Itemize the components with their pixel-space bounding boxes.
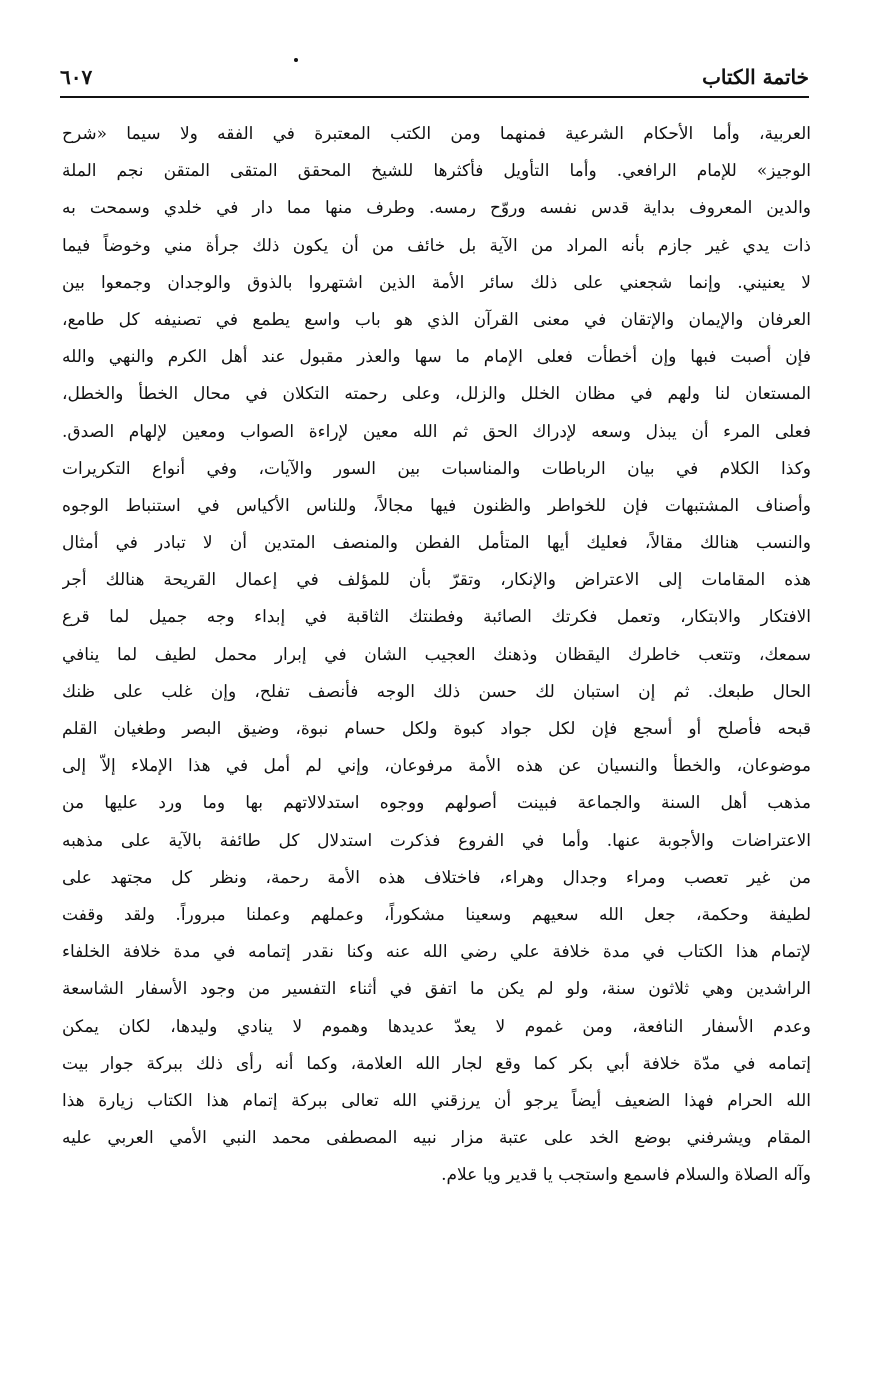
text-line: لطيفة وحكمة، جعل الله سعيهم وسعينا مشكوراً، وعملهم وعملنا مبروراً. ولقد وقفت [62, 904, 811, 925]
text-line: العربية، وأما الأحكام الشرعية فمنهما ومن الكتب المعتبرة في الفقه ولا سيما «شرح [62, 124, 811, 144]
text-line: المقام ويشرفني بوضع الخد على عتبة مزار نبيه المصطفى محمد النبي الأمي العربي عليه [62, 1128, 811, 1149]
text-line: العرفان والإيمان والإتقان في معنى القرآن الذي هو باب واسع يطمع في تصنيفه كل طامع، [62, 309, 811, 330]
text-line: لا يعنيني. وإنما شجعني على ذلك سائر الأمة الذين اشتهروا بالذوق والوجدان وجمعوا بين [62, 272, 811, 293]
text-line: الافتكار والابتكار، وتعمل فكرتك الصائبة وفطنتك الثاقبة في إبداء وجه جميل لما قرع [62, 607, 811, 628]
text-line: سمعك، وتتعب خاطرك اليقظان وذهنك العجيب الشان في إبرار محمل لطيف لما ينافي [62, 644, 811, 665]
text-line: فعلى المرء أن يبذل وسعه لإدراك الحق ثم الله معين لإراءة الصواب ومعين لإلهام الصدق. [62, 421, 811, 442]
text-line: الوجيز» للإمام الرافعي. وأما التأويل فأكثرها للشيخ المحقق المتقى المتقن نجم الملة [62, 161, 811, 182]
text-line: وآله الصلاة والسلام فاسمع واستجب يا قدير ويا علام. [441, 1165, 811, 1186]
text-line: الاعتراضات والأجوبة عنها. وأما في الفروع فذكرت استدلال كل طائفة بالآية على مذهبه [62, 830, 811, 851]
text-line: المستعان لنا ولهم في مظان الخلل والزلل، وعلى رحمته التكلان في محال الخطأ والخطل، [62, 384, 811, 405]
text-line: ذات يدي غير جازم بأنه المراد من الآية بل خائف من أن يكون ذلك جرأة مني وخوضاً فيما [62, 235, 811, 256]
text-line: هذه المقامات إلى الاعتراض والإنكار، وتقرّ بأن للمؤلف في إعمال القريحة هنالك أجر [62, 570, 811, 591]
text-line: والدين المعروف بداية قدس نفسه وروّح رمسه. وطرف منها مما دار في خلدي وسمحت به [62, 198, 811, 219]
text-line: الراشدين وهي ثلاثون سنة، ولو لم يكن ما اتفق في أثناء التفسير من وجود الأسفار الشاسعة [62, 979, 811, 1000]
page-header [60, 60, 809, 98]
running-title: خاتمة الكتاب [702, 65, 809, 89]
text-line: قبحه فأصلح أو أسجع فإن لكل جواد كبوة ولكل حسام نبوة، وضيق البصر وطغيان القلم [62, 719, 811, 739]
text-line: وعدم الأسفار النافعة، ومن غموم لا يعدّ عديدها وهموم لا ينادي وليدها، لكان يمكن [62, 1016, 811, 1037]
text-line: من غير تعصب ومراء وجدال وهراء، فاختلاف هذه الأمة رحمة، ونظر كل مجتهد على [62, 867, 811, 888]
text-line: الحال طبعك. ثم إن استبان لك حسن ذلك الوجه فأنصف تفلح، وإن غلب على ظنك [62, 681, 811, 702]
body-text [62, 116, 811, 1194]
text-line: موضوعان، والخطأ والنسيان عن هذه الأمة مرفوعان، وإني لم أمل في هذا الإملاء إلاّ إلى [62, 756, 811, 777]
text-line: وكذا الكلام في بيان الرباطات والمناسبات بين السور والآيات، وفي أنواع التكريرات [62, 458, 811, 479]
text-line: فإن أصبت فبها وإن أخطأت فعلى الإمام ما سها والعذر مقبول عند أهل الكرم والنهي والله [62, 347, 811, 368]
text-line: وأصناف المشتبهات فإن للخواطر والظنون فيها مجالاً، وللناس الأكياس في استنباط الوجوه [62, 495, 811, 516]
text-line: لإتمام هذا الكتاب في مدة خلافة علي رضي الله عنه وكنا نقدر إتمامه في مدة خلافة الخلفاء [62, 942, 811, 963]
text-line: الله الحرام فهذا الضعيف أيضاً يرجو أن يرزقني الله تعالى ببركة إتمام هذا الكتاب زيارة هذا [62, 1090, 811, 1111]
text-line: مذهب أهل السنة والجماعة فبينت أصولهم ووجوه استدلالاتهم بها وما ورد عليها من [62, 793, 811, 814]
text-line: والنسب هنالك مقالاً، فعليك أيها المتأمل الفطن والمنصف المتدين أن لا تبادر في أمثال [62, 533, 811, 554]
page-number: ٦٠٧ [60, 65, 93, 89]
text-line: إتمامه في مدّة خلافة أبي بكر كما وقع لجار الله العلامة، وكما أنه رأى ذلك ببركة جوار بيت [62, 1053, 811, 1074]
